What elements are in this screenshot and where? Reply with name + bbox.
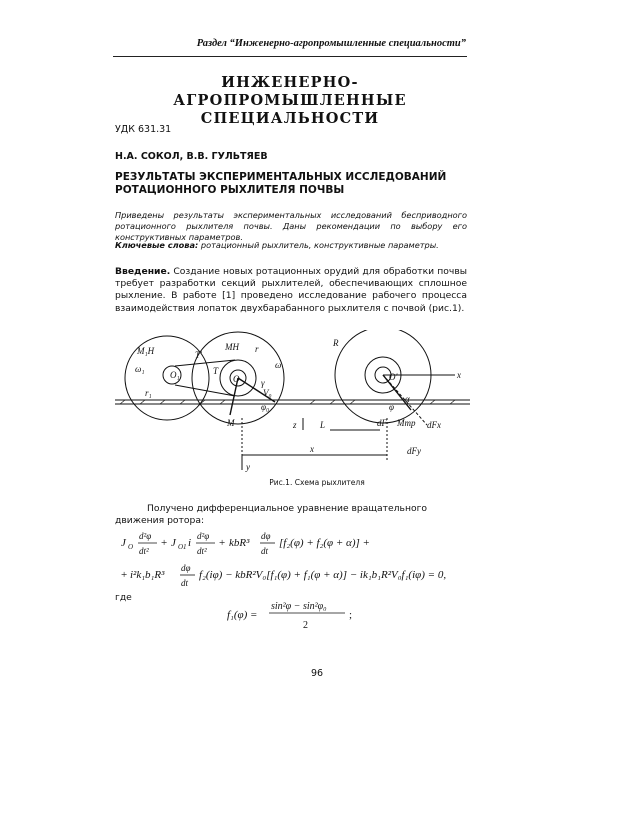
svg-text:f₁(φ) =: f₁(φ) =	[227, 609, 258, 621]
label-r1: r₁	[145, 388, 152, 398]
svg-text:dφ: dφ	[261, 531, 271, 541]
label-omega: ω	[275, 360, 282, 370]
label-dFx: dFx	[427, 420, 441, 430]
abstract: Приведены результаты экспериментальных исследований бесприводного ротационного рыхлителя почвы. Даны рекомендации по выбору его конструктивных параметров.	[115, 210, 467, 242]
equation-f1	[225, 596, 365, 634]
svg-text:d²φ: d²φ	[139, 531, 152, 541]
intro-label: Введение.	[115, 266, 171, 277]
label-z: z	[293, 420, 297, 430]
label-O1: O₁	[170, 370, 180, 380]
label-alpha: α	[405, 394, 410, 404]
label-MH: MH	[225, 342, 239, 352]
section-title-line1: ИНЖЕНЕРНО-АГРОПРОМЫШЛЕННЫЕ	[173, 74, 407, 109]
svg-text:dt: dt	[181, 578, 189, 588]
svg-text:dt²: dt²	[197, 546, 207, 556]
label-O: O	[233, 374, 240, 384]
page-number: 96	[310, 668, 324, 679]
label-y: y	[246, 462, 250, 472]
belt-lower	[175, 385, 235, 396]
label-M: M	[227, 418, 235, 428]
article-title: РЕЗУЛЬТАТЫ ЭКСПЕРИМЕНТАЛЬНЫХ ИССЛЕДОВАНИЙ РОТАЦИОННОГО РЫХЛИТЕЛЯ ПОЧВЫ	[115, 171, 447, 196]
udc-code: УДК 631.31	[115, 124, 172, 135]
svg-text:d²φ: d²φ	[197, 531, 210, 541]
svg-text:i: i	[188, 537, 192, 549]
section-title-line2: СПЕЦИАЛЬНОСТИ	[200, 110, 380, 127]
svg-text:sin²φ − sin²φ₀: sin²φ − sin²φ₀	[271, 601, 327, 612]
svg-text:dφ: dφ	[181, 563, 191, 573]
label-L: L	[320, 420, 326, 430]
svg-text:i²k₁b₁R³: i²k₁b₁R³	[130, 569, 165, 581]
running-head: Раздел “Инженерно-агропромышленные специальности”	[196, 38, 466, 49]
svg-text:[f₂(φ) + f₂(φ + α)] +: [f₂(φ) + f₂(φ + α)] +	[279, 537, 370, 549]
rotor-diagram	[115, 330, 470, 475]
label-phi: φ	[389, 402, 394, 412]
svg-text:+: +	[121, 569, 128, 581]
label-R: R	[333, 338, 339, 348]
label-gamma: γ	[261, 378, 265, 388]
intro-paragraph	[115, 266, 467, 315]
svg-text:O1: O1	[178, 543, 187, 551]
paragraph-equation-intro: Получено дифференциальное уравнение вращательного движения ротора:	[115, 503, 428, 527]
section-title	[113, 74, 467, 128]
label-T: T	[213, 366, 219, 376]
drum-right	[335, 330, 431, 423]
label-M-tr: Mтр	[397, 418, 416, 428]
where-label: где	[115, 592, 132, 603]
svg-text:O: O	[128, 543, 134, 551]
authors: Н.А. СОКОЛ, В.В. ГУЛЬТЯЕВ	[115, 151, 268, 162]
label-O-prime: O′	[389, 372, 398, 382]
svg-text:dt²: dt²	[139, 546, 149, 556]
label-omega1: ω₁	[135, 364, 145, 374]
label-T-prime: T′	[195, 350, 202, 360]
svg-text:2: 2	[303, 620, 308, 631]
svg-text:+: +	[219, 537, 226, 549]
keywords-label: Ключевые слова:	[115, 240, 199, 250]
label-V0: V₀	[263, 388, 272, 398]
keywords-text: ротационный рыхлитель, конструктивные параметры.	[200, 240, 439, 250]
label-M1H: M₁H	[137, 346, 155, 356]
svg-text:f₂(iφ) − kbR²V₀[f₁(φ) + f₁(φ +: f₂(iφ) − kbR²V₀[f₁(φ) + f₁(φ + α)] − ik₁b₁R²V₀f₁(iφ) = 0,	[199, 569, 447, 581]
label-phi0: φ₀	[261, 402, 270, 412]
label-dF: dF	[377, 418, 387, 428]
svg-text:kbR³: kbR³	[229, 537, 250, 549]
header-rule	[113, 56, 467, 57]
label-X: x	[457, 370, 461, 380]
svg-text:dt: dt	[261, 546, 269, 556]
figure-caption: Рис.1. Схема рыхлителя	[269, 478, 365, 487]
svg-text:J: J	[171, 537, 176, 549]
label-x: x	[310, 444, 314, 454]
label-dFy: dFy	[407, 446, 421, 456]
svg-text:J: J	[121, 537, 126, 549]
keywords	[115, 240, 467, 250]
label-r: r	[255, 344, 259, 354]
svg-text:;: ;	[349, 609, 353, 621]
intro-text: Создание новых ротационных орудий для обработки почвы требует разработки секций рыхлителей, обеспечивающих сплошное рыхление. В работе [1] проведено исследование рабочего процесса взаимодействия лопаток двухбарабанного рыхлителя с почвой (рис.1).	[115, 266, 467, 314]
svg-text:+: +	[161, 537, 168, 549]
equation-rotational-motion	[115, 526, 470, 588]
